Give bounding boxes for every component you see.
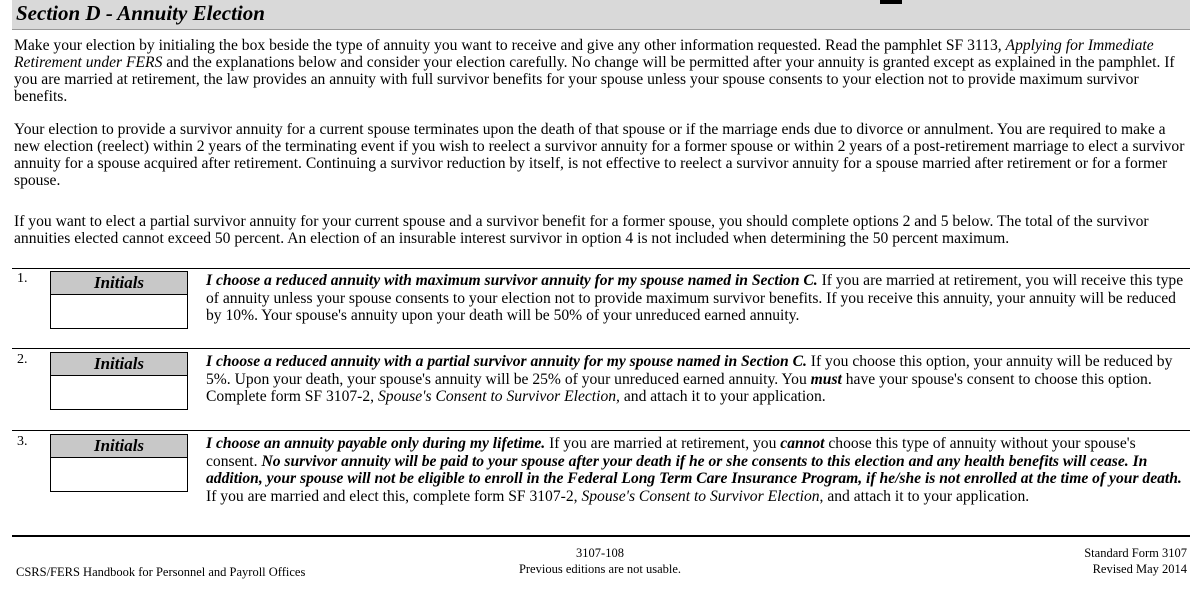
header-mark [880, 0, 902, 4]
revision-date: Revised May 2014 [1092, 562, 1187, 576]
option-body: If you are married at retirement, you [545, 435, 781, 452]
intro-paragraph-2: Your election to provide a survivor annuity for a current spouse terminates upon the death of that spouse or if the marriage ends due to divorce or annulment. You are required to make a new election (reelect) within 2 years of the terminating event if you wish to reelect a survivor annuity for a former spouse or within 2 years of a post-retirement marriage to elect a survivor annuity for a spouse acquired after retirement. Continuing a survivor reduction by itself, is not effective to reelect a survivor annuity for a spouse married after retirement or for a former spouse. [14, 121, 1185, 189]
intro-paragraph-1 [14, 37, 1190, 105]
option-body: and attach it to your application. [619, 388, 826, 405]
intro-text: Make your election by initialing the box beside the type of annuity you want to receive and give any other information requested. Read the pamphlet SF 3113, [14, 37, 1006, 54]
editions-note: Previous editions are not usable. [518, 562, 682, 576]
form-name: Spouse's Consent to Survivor Election [581, 487, 820, 505]
footer-handbook: CSRS/FERS Handbook for Personnel and Payroll Offices [16, 565, 306, 579]
option-body: have your spouse's consent to choose this option. Complete form SF 3107-2, [206, 370, 1152, 405]
option-number: 3. [17, 434, 28, 449]
initials-label: Initials [51, 272, 187, 295]
option-lead: I choose a reduced annuity with maximum survivor annuity for my spouse named in Section C. [206, 272, 818, 289]
footer-standard-form [1084, 545, 1187, 577]
option-2-text [206, 353, 1190, 406]
section-header [12, 0, 1190, 30]
initials-box-option-1[interactable] [50, 271, 188, 329]
option-body: If you are married and elect this, complete form SF 3107-2, [206, 487, 582, 505]
intro-text: and the explanations below and consider your election carefully. No change will be permitted after your annuity is granted except as explained in the pamphlet. If you are married at retirement, the law provides an annuity with full survivor benefits for your spouse unless your spouse consents to your election not to provide maximum survivor benefits. [14, 54, 1175, 105]
form-code: 3107-108 [576, 546, 624, 560]
option-number: 1. [17, 271, 28, 286]
option-body: , and attach it to your application. [819, 487, 1030, 505]
option-lead: I choose a reduced annuity with a partial survivor annuity for my spouse named in Section C. [206, 353, 807, 370]
option-divider [12, 348, 1190, 349]
form-name: Spouse's Consent to Survivor Election, [377, 388, 620, 405]
standard-form-label: Standard Form 3107 [1084, 546, 1187, 560]
initials-box-option-2[interactable] [50, 352, 188, 410]
footer-rule [12, 535, 1190, 537]
pamphlet-title: Applying for Immediate Retirement under FERS [14, 37, 1154, 71]
option-lead: I choose an annuity payable only during my lifetime. [206, 435, 546, 452]
option-divider [12, 430, 1190, 431]
option-warning: No survivor annuity will be paid to your spouse after your death if he or she consents to this election and any health benefits will cease. In addition, your spouse will not be eligible to enroll in the Federal Long Term Care Insurance Program, if he/she is not enrolled at the time of your death. [206, 452, 1182, 487]
footer-form-number [400, 545, 800, 577]
option-body: If you are married at retirement, you will receive this type of annuity unless your spouse consents to your election not to provide maximum survivor benefits. If you receive this annuity, your annuity will be reduced by 10%. Your spouse's annuity upon your death will be 50% of your unreduced earned annuity. [206, 272, 1184, 324]
initials-label: Initials [51, 435, 187, 458]
intro-paragraph-3: If you want to elect a partial survivor annuity for your current spouse and a survivor benefit for a former spouse, you should complete options 2 and 5 below. The total of the survivor annuities elected cannot exceed 50 percent. An election of an insurable interest survivor in option 4 is not included when determining the 50 percent maximum. [14, 213, 1149, 247]
option-body: choose this type of annuity without your spouse's consent. [206, 435, 1136, 470]
option-number: 2. [17, 352, 28, 367]
initials-box-option-3[interactable] [50, 434, 188, 492]
option-3-text [206, 435, 1190, 505]
section-title: Section D - Annuity Election [16, 1, 265, 25]
option-emphasis: cannot [780, 435, 825, 452]
option-body: If you choose this option, your annuity will be reduced by 5%. Upon your death, your spouse's annuity will be 25% of your unreduced earned annuity. You [206, 353, 1173, 388]
option-emphasis: must [810, 370, 842, 388]
option-divider [12, 268, 1190, 269]
option-1-text [206, 272, 1190, 325]
initials-label: Initials [51, 353, 187, 376]
